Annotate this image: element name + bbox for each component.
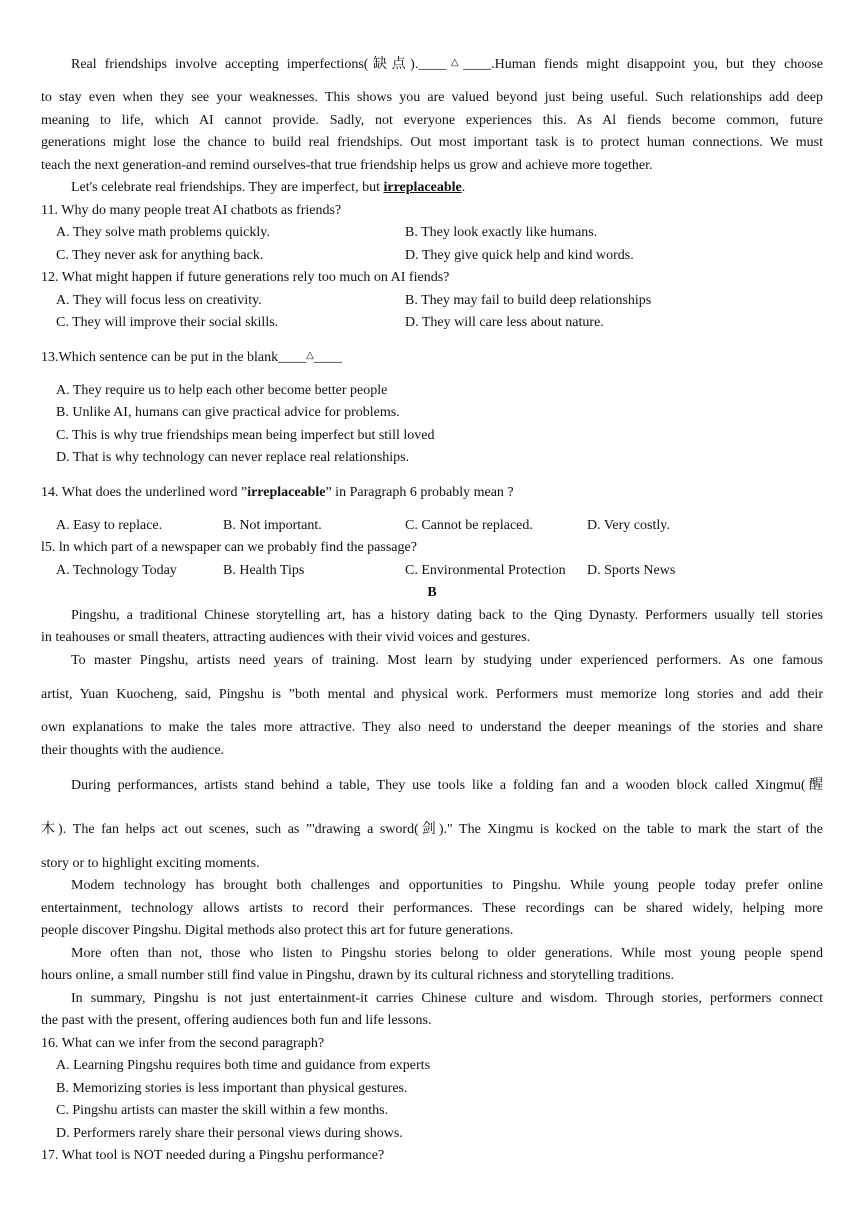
option-c: C. They never ask for anything back.	[56, 248, 264, 263]
option-c: C. Cannot be replaced.	[405, 518, 533, 533]
option-d: D. Very costly.	[587, 518, 670, 533]
question-16-option-c: C. Pingshu artists can master the skill within a few months.	[56, 1103, 389, 1118]
passage-text: Real friendships involve accepting imperfections(缺点).	[71, 57, 419, 72]
option-a: A. They will focus less on creativity.	[56, 293, 262, 308]
section-b-p3-line-2: 木). The fan helps act out scenes, such as ”'drawing a sword(剑)." The Xingmu is kocked on the table to mark the start of the	[41, 822, 823, 837]
blank: ____	[463, 57, 492, 72]
question-16-option-d: D. Performers rarely share their personal views during shows.	[56, 1126, 403, 1141]
option-b: B. They look exactly like humans.	[405, 225, 598, 240]
option-d: D. Sports News	[587, 563, 676, 578]
underlined-word: irreplaceable	[383, 180, 462, 195]
section-b-p2-line-3: own explanations to make the tales more attractive. They also need to understand the deeper meanings of the stories and share	[41, 720, 823, 735]
bold-word: irreplaceable	[247, 485, 326, 500]
section-b-p4-line-2: entertainment, technology allows artists to record their performances. These recordings can be shared widely, helping more	[41, 901, 823, 916]
option-d: D. They give quick help and kind words.	[405, 248, 634, 263]
passage-a-line-4: generations might lose the chance to build real friendships. Out most important task is to protect human connections. We must	[41, 135, 823, 150]
passage-a-conclusion	[41, 179, 823, 197]
section-b-heading: B	[427, 585, 437, 600]
section-b-p6-line-2: the past with the present, offering audiences both fun and life lessons.	[41, 1013, 432, 1028]
blank: ____	[313, 350, 342, 365]
question-15-stem: l5. ln which part of a newspaper can we probably find the passage?	[41, 540, 417, 555]
triangle-mark-icon: △	[306, 350, 314, 361]
option-c: C. They will improve their social skills.	[56, 315, 279, 330]
section-b-p6-line-1: In summary, Pingshu is not just entertainment-it carries Chinese culture and wisdom. Through stories, performers connect	[71, 991, 823, 1006]
section-b-p1-line-1: Pingshu, a traditional Chinese storytelling art, has a history dating back to the Qing Dynasty. Performers usually tell stories	[71, 608, 823, 623]
section-b-p4-line-3: people discover Pingshu. Digital methods also protect this art for future generations.	[41, 923, 514, 938]
option-c: C. Environmental Protection	[405, 563, 566, 578]
question-text: 13.Which sentence can be put in the blank	[41, 350, 279, 365]
option-b: B. They may fail to build deep relationships	[405, 293, 652, 308]
question-text: ” in Paragraph 6 probably mean ?	[325, 485, 514, 500]
blank: ____	[418, 57, 447, 72]
section-b-p2-line-1: To master Pingshu, artists need years of training. Most learn by studying under experienced performers. As one famous	[71, 653, 823, 668]
question-13-option-a: A. They require us to help each other become better people	[56, 383, 388, 398]
section-b-p5-line-2: hours online, a small number still find value in Pingshu, drawn by its cultural richness and storytelling traditions.	[41, 968, 675, 983]
question-12-stem: 12. What might happen if future generations rely too much on AI fiends?	[41, 270, 450, 285]
question-13-option-c: C. This is why true friendships mean being imperfect but still loved	[56, 428, 435, 443]
passage-a-line-5: teach the next generation-and remind ourselves-that true friendship helps us grow and achieve more together.	[41, 158, 653, 173]
question-11-stem: 11. Why do many people treat AI chatbots as friends?	[41, 203, 342, 218]
section-b-p2-line-4: their thoughts with the audience.	[41, 743, 225, 758]
option-d: D. They will care less about nature.	[405, 315, 604, 330]
section-b-p3-line-1: During performances, artists stand behind a table, They use tools like a folding fan and a wooden block called Xingmu(醒	[71, 778, 823, 793]
section-b-p5-line-1: More often than not, those who listen to Pingshu stories belong to older generations. While most young people spend	[71, 946, 823, 961]
passage-text: .Human fiends might disappoint you, but they choose	[491, 57, 823, 72]
option-a: A. Technology Today	[56, 563, 177, 578]
section-b-p2-line-2: artist, Yuan Kuocheng, said, Pingshu is ”both mental and physical work. Performers must memorize long stories and add their	[41, 687, 823, 702]
option-b: B. Not important.	[223, 518, 322, 533]
section-b-p3-line-3: story or to highlight exciting moments.	[41, 856, 260, 871]
question-16-option-b: B. Memorizing stories is less important than physical gestures.	[56, 1081, 408, 1096]
question-13-option-b: B. Unlike AI, humans can give practical advice for problems.	[56, 405, 400, 420]
passage-a-line-1	[41, 56, 823, 75]
question-17-stem: 17. What tool is NOT needed during a Pingshu performance?	[41, 1148, 385, 1163]
question-14-stem	[41, 484, 823, 502]
question-16-stem: 16. What can we infer from the second paragraph?	[41, 1036, 325, 1051]
passage-text: .	[461, 180, 466, 195]
option-a: A. They solve math problems quickly.	[56, 225, 270, 240]
passage-a-line-3: meaning to life, which AI cannot provide. Sadly, not everyone experiences this. As Al fiends become common, future	[41, 113, 823, 128]
question-16-option-a: A. Learning Pingshu requires both time and guidance from experts	[56, 1058, 431, 1073]
question-13-option-d: D. That is why technology can never replace real relationships.	[56, 450, 410, 465]
question-text: 14. What does the underlined word ”	[41, 485, 248, 500]
option-a: A. Easy to replace.	[56, 518, 163, 533]
passage-text: Let's celebrate real friendships. They are imperfect, but	[71, 180, 384, 195]
triangle-mark-icon: △	[446, 57, 464, 68]
option-b: B. Health Tips	[223, 563, 305, 578]
passage-a-line-2: to stay even when they see your weaknesses. This shows you are valued beyond just being useful. Such relationships add deep	[41, 90, 823, 105]
section-b-p1-line-2: in teahouses or small theaters, attracting audiences with their vivid voices and gestures.	[41, 630, 531, 645]
blank: ____	[278, 350, 307, 365]
section-b-p4-line-1: Modem technology has brought both challenges and opportunities to Pingshu. While young people today prefer online	[71, 878, 823, 893]
question-13-stem	[41, 349, 823, 368]
